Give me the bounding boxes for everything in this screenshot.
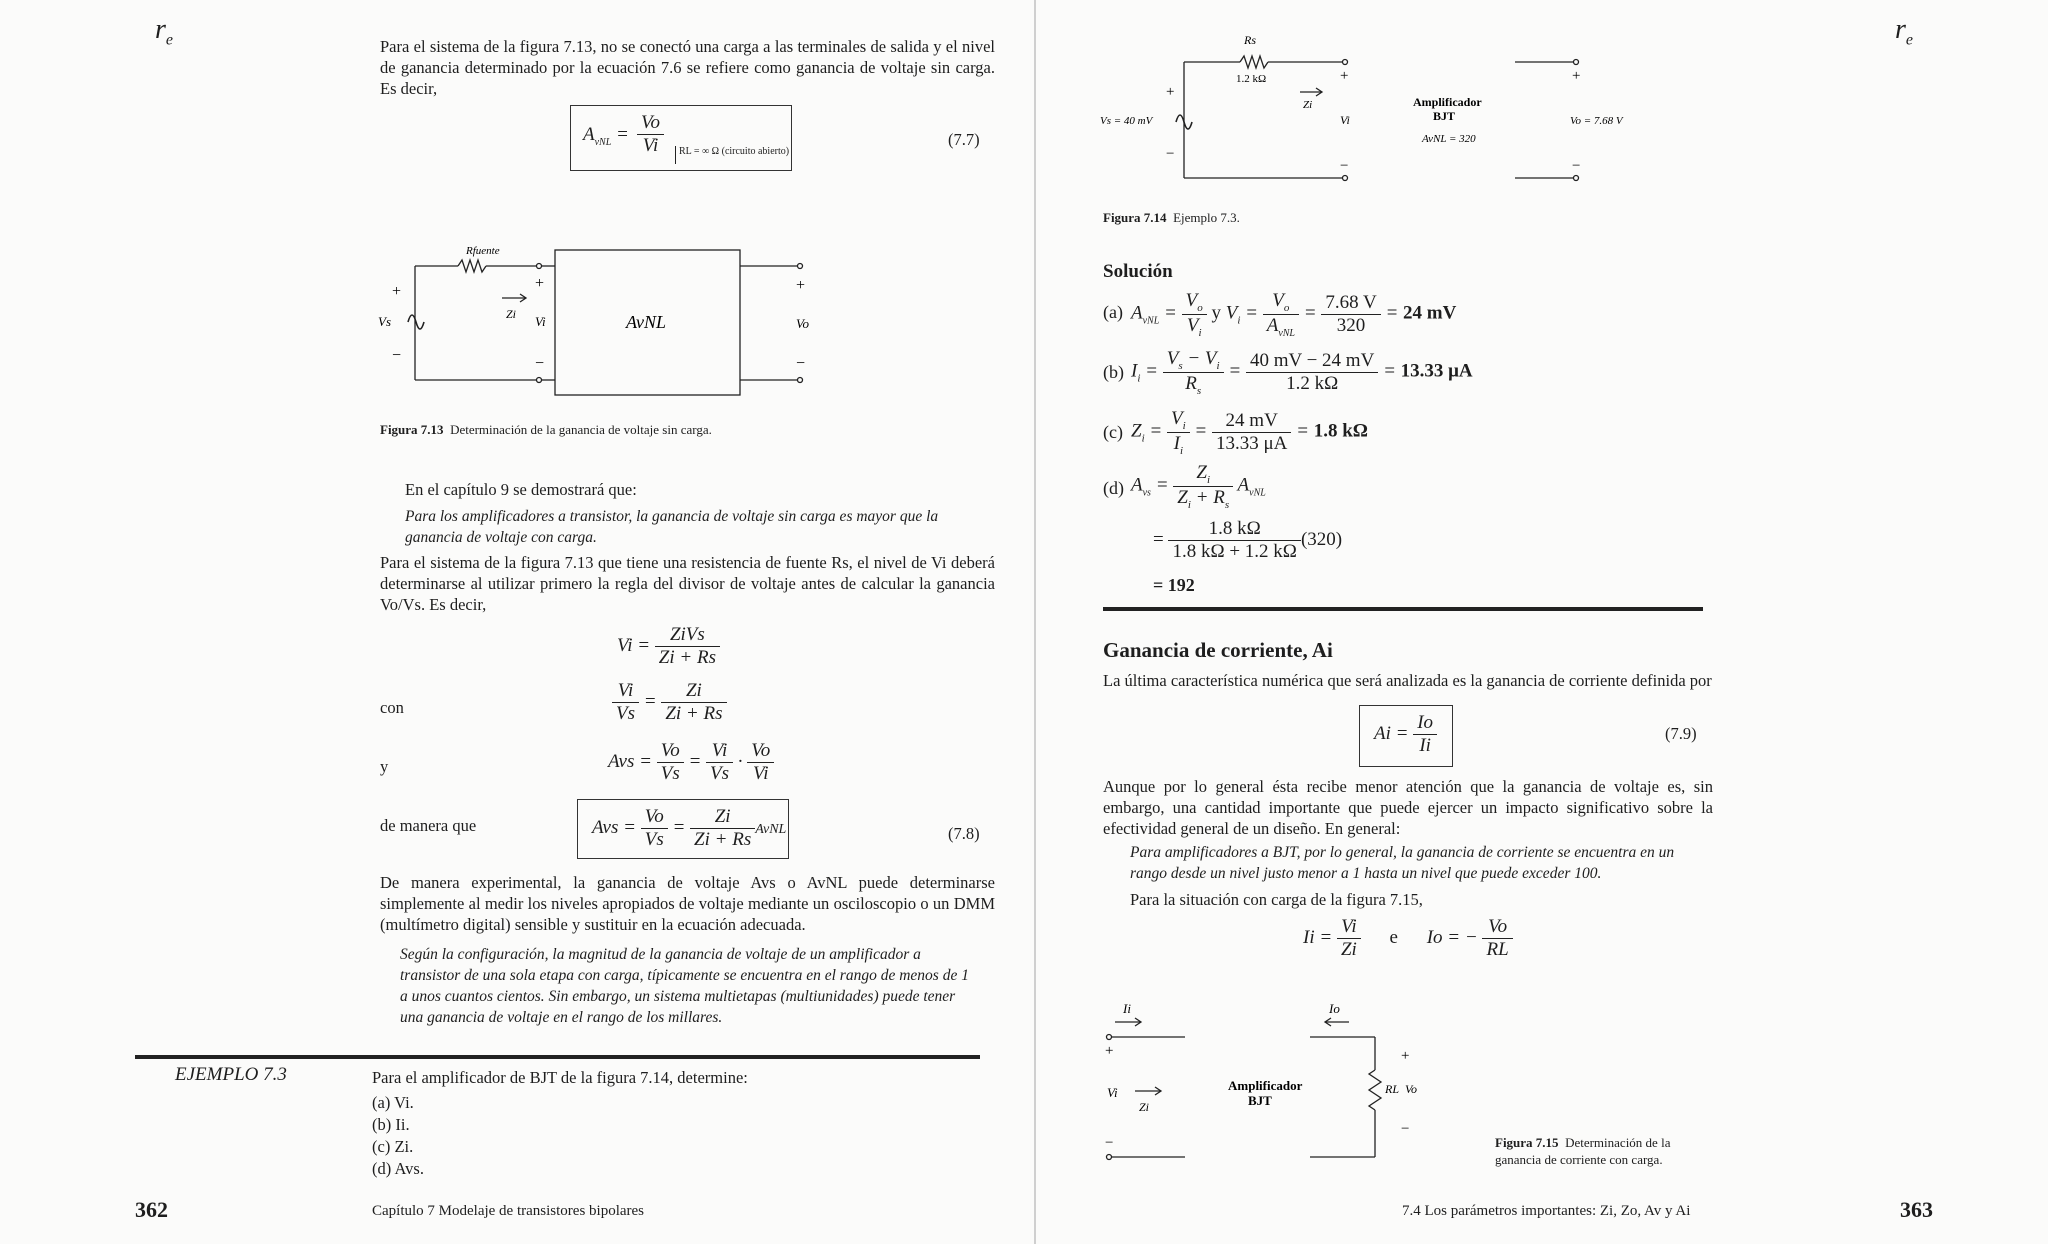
fig14-gain: AvNL = 320 xyxy=(1422,133,1476,145)
solution-c-label: (c) xyxy=(1103,422,1123,442)
equation-7-8-box: Avs = $\frac{Vo}{Vs}$ = $\frac{Zi}{Zi + Rs}$ AvNL xyxy=(577,799,789,859)
fig14-vo: Vo = 7.68 V xyxy=(1570,115,1623,127)
solution-a-label: (a) xyxy=(1103,302,1123,322)
fig13-vi: Vi xyxy=(535,314,546,329)
fig14-vi: Vi xyxy=(1340,113,1350,127)
example-items xyxy=(372,1092,424,1180)
fig14-minus-out: − xyxy=(1572,158,1581,174)
fig13-zi: Zi xyxy=(506,307,517,321)
source-paragraph: Para el sistema de la figura 7.13 que tiene una resistencia de fuente Rs, el nivel de Vi deberá determinarse al utilizar primero la regla del divisor de voltaje antes de calcular la ganancia Vo/Vs. Es decir, xyxy=(380,553,995,614)
figure-7-13-circuit xyxy=(370,240,830,400)
fig14-rs-value: 1.2 kΩ xyxy=(1236,73,1267,85)
fig13-vo: Vo xyxy=(796,316,809,331)
configuration-italic: Según la configuración, la magnitud de la ganancia de voltaje de un amplificador a transistor de una sola etapa con carga, típicamente se encuentra en el rango de menos de 1 a unos cuantos cientos. Sin embargo, un sistema multietapas (multiunidades) puede tener una ganancia de voltaje en el rango de los millares. xyxy=(400,946,969,1026)
fig14-zi: Zi xyxy=(1303,99,1313,111)
eq77-tag: (7.7) xyxy=(948,130,980,149)
solution-a-equation: $A_{vNL}$ = $\frac{V_o}{V_i}$ y $V_i$ = $\frac{V_o}{A_{vNL}}$ = $\frac{7.68 V}{320}$ = 24 mV xyxy=(1131,290,1457,339)
example-intro: Para el amplificador de BJT de la figura 7.14, determine: xyxy=(372,1068,748,1087)
chapter9-sentence: En el capítulo 9 se demostrará que: xyxy=(405,480,637,499)
fig14-minus-src: − xyxy=(1166,146,1175,162)
figure-7-15-caption: Figura 7.15 Determinación de la ganancia de corriente con carga. xyxy=(1495,1135,1671,1167)
fig14-rs: Rs xyxy=(1244,33,1256,47)
figure-7-15-circuit xyxy=(1105,995,1465,1170)
solution-d-result: = 192 xyxy=(1153,575,1195,595)
equation-7-9-box: Ai = $\frac{Io}{Ii}$ xyxy=(1359,705,1453,767)
equation-7-7-box xyxy=(570,105,792,171)
fig15-amp-line1: Amplificador xyxy=(1228,1078,1303,1093)
fig13-minus-out: − xyxy=(796,355,806,372)
right-page xyxy=(1035,0,2048,1244)
fig13-minus-in: − xyxy=(535,355,545,372)
solution-d-line1: $A_{vs}$ = $\frac{Z_i}{Z_i + R_s}$ $A_{vNL}$ xyxy=(1131,462,1266,511)
fig15-plus-out: + xyxy=(1401,1048,1410,1064)
figure-7-13-caption: Figura 7.13 Determinación de la ganancia de voltaje sin carga. xyxy=(380,422,712,437)
fig13-vs: Vs xyxy=(378,314,391,329)
word-y: y xyxy=(380,757,389,776)
fig13-plus-left: + xyxy=(392,283,402,300)
eq79-tag: (7.9) xyxy=(1665,724,1697,743)
eq77-lhs: $A_{vNL}$ = xyxy=(583,124,629,148)
word-con: con xyxy=(380,698,404,717)
fig14-minus-in: − xyxy=(1340,158,1349,174)
fig15-vo: Vo xyxy=(1405,1082,1417,1096)
intro-paragraph: Para el sistema de la figura 7.13, no se conectó una carga a las terminales de salida y el nivel de ganancia determinado por la ecuación 7.6 se refiere como ganancia de voltaje sin carga. Es decir, xyxy=(380,37,995,98)
fig15-ii: Ii xyxy=(1123,1001,1131,1016)
example-label: EJEMPLO 7.3 xyxy=(175,1064,287,1085)
fig13-plus-out: + xyxy=(796,277,806,294)
fig14-plus-out: + xyxy=(1572,68,1581,84)
fig13-block-label: AvNL xyxy=(626,312,667,332)
fig13-minus-left: − xyxy=(392,347,402,364)
fig15-rl: RL xyxy=(1385,1082,1400,1096)
footer-left: Capítulo 7 Modelaje de transistores bipolares xyxy=(372,1203,645,1219)
attention-paragraph: Aunque por lo general ésta recibe menor atención que la ganancia de voltaje es, sin embargo, una cantidad importante que puede ejercer un impacto significativo sobre la efectividad general de un diseño. En general: xyxy=(1103,777,1713,838)
solution-heading: Solución xyxy=(1103,261,1173,282)
bjt-gain-italic: Para amplificadores a BJT, por lo general, la ganancia de corriente se encuentra en un rango desde un nivel justo menor a 1 hasta un nivel que puede exceder 100. xyxy=(1130,844,1675,882)
eq78-tag: (7.8) xyxy=(948,824,980,843)
solution-d-label: (d) xyxy=(1103,478,1124,498)
rsource-label: Rfuente xyxy=(466,245,500,257)
fig15-zi: Zi xyxy=(1139,1100,1150,1114)
section-rule xyxy=(1103,607,1703,611)
equation-vi: Vi = $\frac{\text{ZiVs}}{Zi + Rs}$ xyxy=(617,624,720,669)
page-number-left: 362 xyxy=(135,1197,168,1222)
example-item: (d) Avs. xyxy=(372,1159,424,1178)
fig15-vi: Vi xyxy=(1107,1085,1118,1100)
example-item: (c) Zi. xyxy=(372,1137,414,1156)
fig14-amp-line1: Amplificador xyxy=(1413,95,1482,109)
experimental-paragraph: De manera experimental, la ganancia de voltaje Avs o AvNL puede determinarse simplemente al medir los niveles apropiados de voltaje mediante un osciloscopio o un DMM (multímetro digital) sensible y sustituir en la ecuación adecuada. xyxy=(380,873,995,934)
fig15-io: Io xyxy=(1329,1001,1340,1016)
eq77-condition: RL = ∞ Ω (circuito abierto) xyxy=(675,146,789,164)
fig14-vs: Vs = 40 mV xyxy=(1100,115,1153,127)
solution-d-line2: = $\frac{1.8 k\Omega}{1.8 k\Omega + 1.2 k\Omega}$ (320) xyxy=(1153,518,1343,562)
loaded-situation: Para la situación con carga de la figura 7.15, xyxy=(1130,890,1423,909)
example-item: (a) Vi. xyxy=(372,1093,414,1112)
example-rule xyxy=(135,1055,980,1059)
fig15-minus-out: − xyxy=(1401,1121,1410,1137)
figure-7-14-circuit xyxy=(1100,30,1710,190)
figure-7-14-caption: Figura 7.14 Ejemplo 7.3. xyxy=(1103,210,1240,225)
fig15-amp-line2: BJT xyxy=(1248,1093,1272,1108)
solution-b-label: (b) xyxy=(1103,362,1124,382)
equation-avs: Avs = $\frac{Vo}{Vs}$ = $\frac{Vi}{Vs}$ · $\frac{Vo}{Vi}$ xyxy=(608,740,774,785)
chapter9-italic: Para los amplificadores a transistor, la ganancia de voltaje sin carga es mayor que la ganancia de voltaje con carga. xyxy=(405,508,939,546)
equation-ratio: $\frac{Vi}{Vs}$ = $\frac{Zi}{Zi + Rs}$ xyxy=(612,680,727,725)
section-intro: La última característica numérica que será analizada es la ganancia de corriente definida por xyxy=(1103,671,1712,690)
fig14-plus-src: + xyxy=(1166,84,1175,100)
example-item: (b) Ii. xyxy=(372,1115,410,1134)
solution-c-result: 1.8 kΩ xyxy=(1313,420,1369,442)
fig14-plus-in: + xyxy=(1340,68,1349,84)
fig13-plus-in: + xyxy=(535,275,545,292)
fig15-plus-in: + xyxy=(1105,1043,1114,1059)
fig14-amp-line2: BJT xyxy=(1433,109,1456,123)
solution-a-result: 24 mV xyxy=(1403,302,1457,324)
corner-mark-left: $r_e$ xyxy=(155,14,174,49)
equation-ii-io: Ii = $\frac{Vi}{Zi}$ e Io = − $\frac{Vo}{RL}$ xyxy=(1303,916,1513,961)
word-de-manera-que: de manera que xyxy=(380,816,477,835)
corner-mark-right: $r_e$ xyxy=(1895,14,1914,49)
page-number-right: 363 xyxy=(1900,1197,1933,1222)
solution-b-equation: $I_i$ = $\frac{V_s - V_i}{R_s}$ = $\frac{40 mV - 24 mV}{1.2 k\Omega}$ = 13.33 μA xyxy=(1131,348,1473,397)
solution-b-result: 13.33 μA xyxy=(1400,360,1473,382)
eq77-fraction: $\frac{Vo}{Vi}$ xyxy=(637,112,664,157)
footer-right: 7.4 Los parámetros importantes: Zi, Zo, Av y Ai xyxy=(1402,1203,1691,1219)
fig15-minus-in: − xyxy=(1105,1135,1114,1151)
section-title: Ganancia de corriente, Ai xyxy=(1103,638,1333,662)
solution-c-equation: $Z_i$ = $\frac{V_i}{I_i}$ = $\frac{24 mV}{13.33 \mu A}$ = 1.8 kΩ xyxy=(1131,408,1369,457)
